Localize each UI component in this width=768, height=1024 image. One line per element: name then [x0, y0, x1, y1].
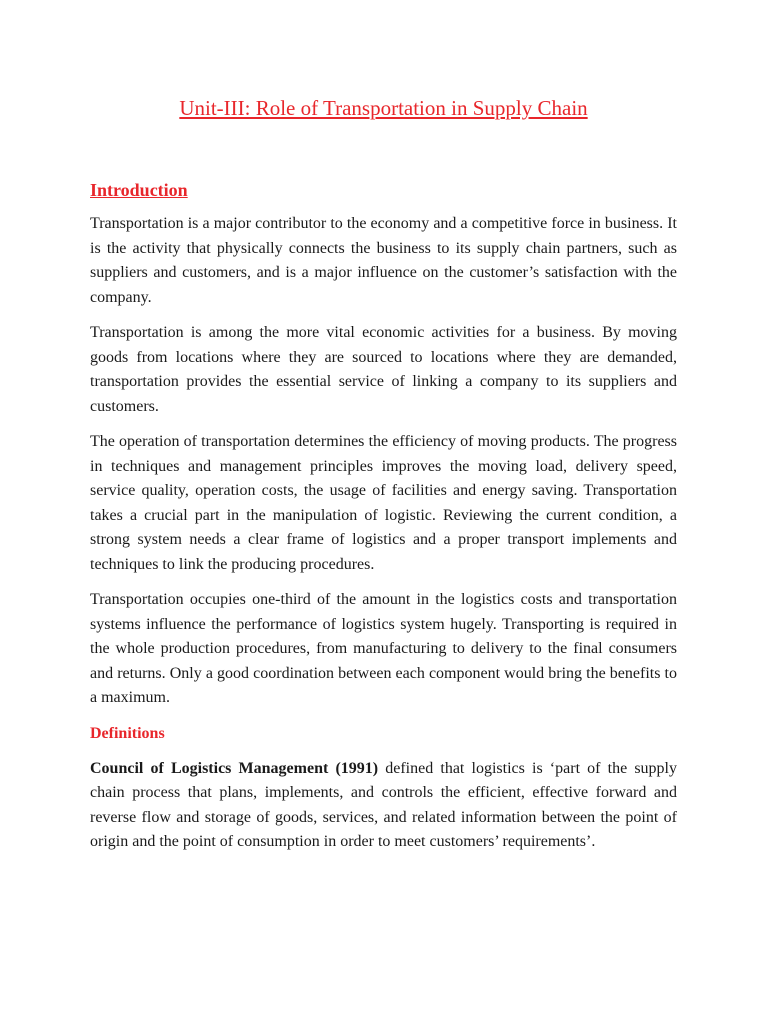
intro-paragraph-1: Transportation is a major contributor to the economy and a competitive force in business. It is the activity that physically connects the business to its supply chain partners, such as suppliers and customers, and is a major influence on the customer’s satisfaction with the company. — [90, 215, 677, 306]
definitions-heading: Definitions — [90, 724, 165, 742]
definition-paragraph — [90, 757, 677, 855]
intro-paragraph-3: The operation of transportation determines the efficiency of moving products. The progress in techniques and management principles improves the moving load, delivery speed, service quality, operation costs, the usage of facilities and energy saving. Transportation takes a crucial part in the manipulation of logistic. Reviewing the current condition, a strong system needs a clear frame of logistics and a proper transport implements and techniques to link the producing procedures. — [90, 433, 677, 573]
introduction-heading: Introduction — [90, 180, 188, 200]
intro-paragraph-4: Transportation occupies one-third of the amount in the logistics costs and transportation systems influence the performance of logistics system hugely. Transporting is required in the whole production procedures, from manufacturing to delivery to the final consumers and returns. Only a good coordination between each component would bring the benefits to a maximum. — [90, 591, 677, 706]
intro-paragraph-2: Transportation is among the more vital economic activities for a business. By moving goods from locations where they are sourced to locations where they are demanded, transportation provides the essential service of linking a company to its suppliers and customers. — [90, 324, 677, 415]
definition-source: Council of Logistics Management (1991) — [90, 759, 379, 777]
definition-text: defined that logistics is ‘part of the supply chain process that plans, implements, and controls the efficient, effective forward and reverse flow and storage of goods, services, and related information between the point of origin and the point of consumption in order to meet customers’ requirements’. — [90, 759, 677, 850]
document-page — [90, 92, 677, 866]
document-title: Unit-III: Role of Transportation in Supply Chain — [179, 96, 588, 120]
